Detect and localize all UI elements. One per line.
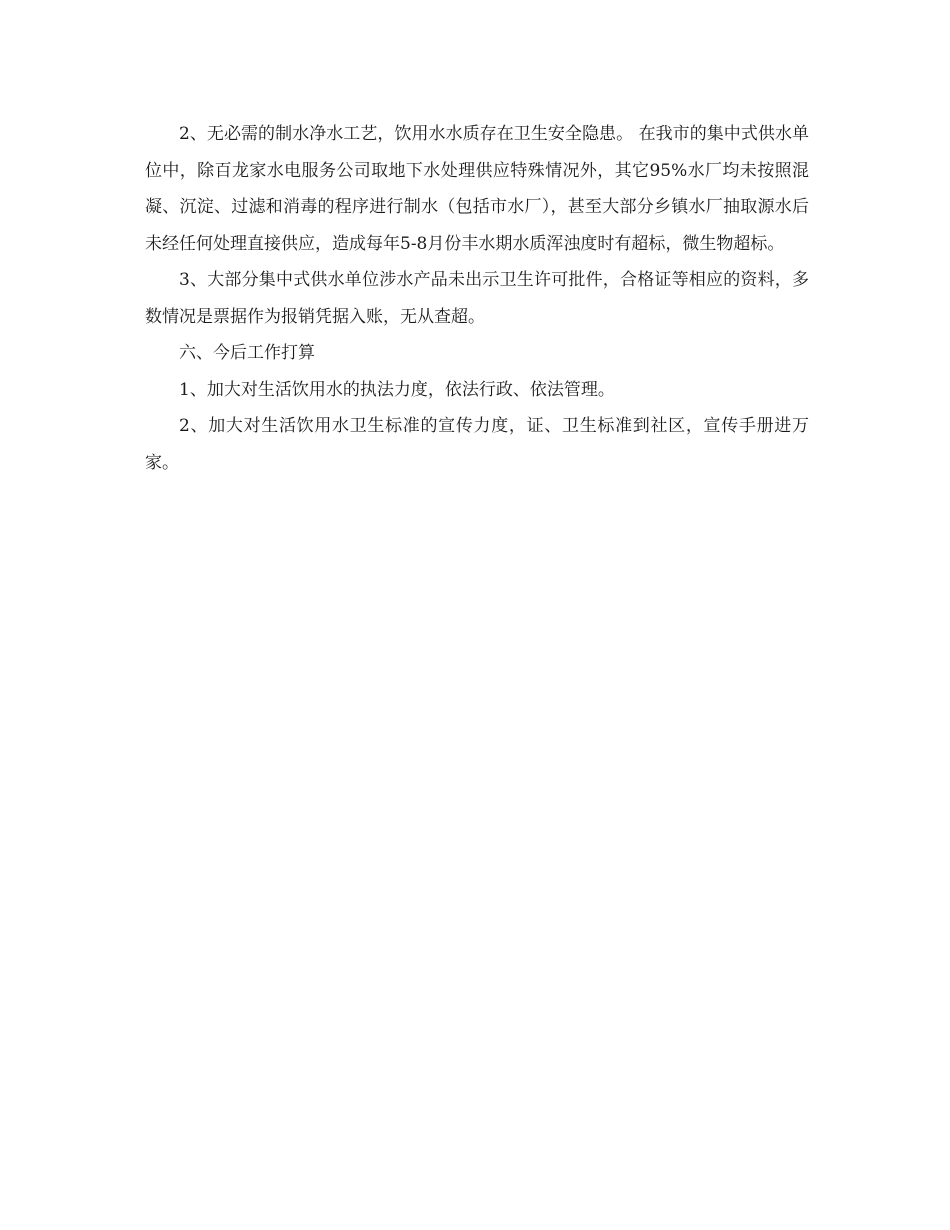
paragraph-plan-enforcement: 1、加大对生活饮用水的执法力度，依法行政、依法管理。 xyxy=(179,379,615,400)
paragraph-water-treatment-issue: 2、无必需的制水净水工艺，饮用水水质存在卫生安全隐患。 在我市的集中式供水单位中，除百龙家水电服务公司取地下水处理供应特殊情况外，其它95%水厂均未按照混凝、沉淀、过滤和消毒的程序进行制水（包括市水厂），甚至大部分乡镇水厂抽取源水后未经任何处理直接供应，造成每年5-8月份丰水期水质浑浊度时有超标，微生物超标。 xyxy=(145,124,809,254)
section-heading-future-plans: 六、今后工作打算 xyxy=(179,343,315,363)
paragraph-plan-publicity: 2、加大对生活饮用水卫生标准的宣传力度，证、卫生标准到社区，宣传手册进万家。 xyxy=(145,416,809,473)
document-body xyxy=(145,116,809,481)
paragraph-permit-issue: 3、大部分集中式供水单位涉水产品未出示卫生许可批件，合格证等相应的资料，多数情况是票据作为报销凭据入账，无从查超。 xyxy=(145,270,809,327)
